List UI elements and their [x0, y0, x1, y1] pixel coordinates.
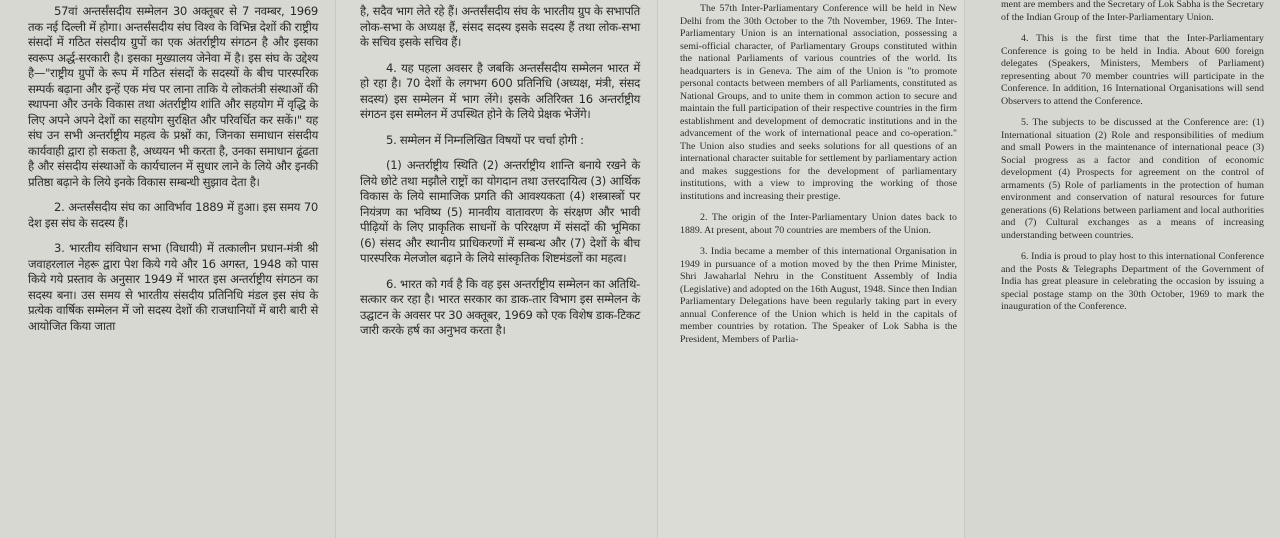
hindi-column-1: [0, 0, 336, 538]
hindi-paragraph-6: 6. भारत को गर्व है कि वह इस अन्तर्राष्ट्रीय सम्मेलन का अतिथि-सत्कार कर रहा है। भारत सरकार का डाक-तार विभाग इस सम्मेलन के उद्घाटन के अवसर पर 30 अक्तूबर, 1969 को एक विशेष डाक-टिकट जारी करके हर्ष का अनुभव करता है।: [360, 276, 640, 337]
hindi-column-2: [336, 0, 658, 538]
english-column-2: [965, 0, 1280, 538]
english-paragraph-5: 5. The subjects to be discussed at the Conference are: (1) International situation (2) Role and responsibilities of medium and small Powers in the maintenance of international peace (3) Social progress as a factor and condition of economic development (4) Prospects for agreement on the control of armaments (5) Role of parliaments in the protection of human environment and conservation of natural resources for future generations (6) Relations between parliament and local authorities and (7) Cultural exchanges as a means of increasing understanding between countries.: [1001, 117, 1264, 241]
english-column-1: [658, 0, 965, 538]
english-paragraph-3: 3. India became a member of this international Organisation in 1949 in pursuance of a motion moved by the then Prime Minister, Shri Jawaharlal Nehru in the Constituent Assembly of India (Legislative) and adopted on the 16th August, 1948. Since then Indian Parliamentary Delegations have been regularly taking part in every annual Conference of the Union which is held in the capitals of member countries by rotation. The Speaker of Lok Sabha is the President, Members of Parlia-: [680, 246, 957, 345]
hindi-paragraph-2: 2. अन्तर्संसदीय संघ का आविर्भाव 1889 में हुआ। इस समय 70 देश इस संघ के सदस्य हैं।: [28, 200, 318, 230]
hindi-paragraph-1: 57वां अन्तर्संसदीय सम्मेलन 30 अक्तूबर से 7 नवम्बर, 1969 तक नई दिल्ली में होगा। अन्तर्संसदीय संघ विश्व के विभिन्न देशों की राष्ट्रीय संसदों में गठित संसदीय ग्रुपों का एक अंतर्राष्ट्रीय संगठन है और इसका स्वरूप अर्द्ध-सरकारी है। इसका मुख्यालय जेनेवा में है। इस संघ के उद्देश्य है—"राष्ट्रीय ग्रुपों के रूप में गठित संसदों के सदस्यों के बीच पारस्परिक सम्पर्क बढ़ाना और इन्हें एक मंच पर लाना ताकि ये लोकतंत्री संस्थाओं की स्थापना और उनके विकास तथा अंतर्राष्ट्रीय शांति और सहयोग में वृद्धि के लिए अपने अपने देशों का सहयोग सुरक्षित और परिवर्धित कर सकें।" यह संघ उन सभी अन्तर्राष्ट्रीय महत्व के प्रश्नों का, जिनका समाधान संसदीय कार्यवाही द्वारा हो सकता है, अध्ययन भी करता है, उनका समाधान ढूंढता है और संसदीय संस्थाओं के कार्यचालन में सुधार लाने के लिये और इनकी प्रतिष्ठा बढ़ाने के लिये इनके विकास सम्बन्धी सुझाव देता है।: [28, 4, 318, 189]
hindi-paragraph-3-continued: है, सदैव भाग लेते रहे हैं। अन्तर्संसदीय संघ के भारतीय ग्रुप के सभापति लोक-सभा के अध्यक्ष हैं, संसद सदस्य इसके सदस्य हैं तथा लोक-सभा के सचिव इसके सचिव हैं।: [360, 4, 640, 49]
hindi-paragraph-5: 5. सम्मेलन में निम्नलिखित विषयों पर चर्चा होगी :: [386, 132, 584, 147]
hindi-paragraph-3: 3. भारतीय संविधान सभा (विधायी) में तत्कालीन प्रधान-मंत्री श्री जवाहरलाल नेहरू द्वारा पेश किये गये और 16 अगस्त, 1948 को पास किये गये प्रस्ताव के अनुसार 1949 में भारत इस अन्तर्राष्ट्रीय संगठन का सदस्य बना। उस समय से भारतीय संसदीय प्रतिनिधि मंडल इस संघ के प्रत्येक वार्षिक सम्मेलन में जो सदस्य देशों की राजधानियों में बारी बारी से आयोजित किया जाता: [28, 241, 318, 333]
hindi-paragraph-4: 4. यह पहला अवसर है जबकि अन्तर्संसदीय सम्मेलन भारत में हो रहा है। 70 देशों के लगभग 600 प्रतिनिधि (अध्यक्ष, मंत्री, संसद सदस्य) इस सम्मेलन में भाग लेंगे। इसके अतिरिक्त 16 अन्तर्राष्ट्रीय संगठन इस सम्मेलन में उपस्थित होने के लिये प्रेक्षक भेजेंगे।: [360, 60, 640, 121]
english-paragraph-2: 2. The origin of the Inter-Parliamentary Union dates back to 1889. At present, about 70 countries are members of the Union.: [680, 212, 957, 236]
english-paragraph-3-continued: ment are members and the Secretary of Lok Sabha is the Secretary of the Indian Group of the Inter-Parliamentary Union.: [1001, 0, 1264, 23]
english-paragraph-6: 6. India is proud to play host to this international Conference and the Posts & Telegraphs Department of the Government of India has great pleasure in celebrating the occasion by issuing a special postage stamp on the 30th October, 1969 to mark the inauguration of the Conference.: [1001, 251, 1264, 312]
hindi-paragraph-5-list: (1) अन्तर्राष्ट्रीय स्थिति (2) अन्तर्राष्ट्रीय शान्ति बनाये रखने के लिये छोटे तथा मझौले राष्ट्रों का योगदान तथा उत्तरदायित्व (3) आर्थिक विकास के लिये सामाजिक प्रगति की आवश्यकता (4) शस्त्रास्त्रों पर नियंत्रण का भविष्य (5) मानवीय वातावरण के संरक्षण और भावी पीढ़ियों के लिए प्राकृतिक साधनों के परिरक्षण में संसदों की भूमिका (6) संसद और स्थानीय प्राधिकरणों में सम्बन्ध और (7) देशों के बीच पारस्परिक मेलजोल बढ़ाने के लिये सांस्कृतिक शिष्टमंडलों का महत्व।: [360, 158, 640, 265]
english-paragraph-1: The 57th Inter-Parliamentary Conference will be held in New Delhi from the 30th October to the 7th November, 1969. The Inter-Parliamentary Union is an international association, possessing a semi-official character, of Parliamentary Groups constituted within the national Parliaments of various countries of the world. Its headquarters is in Geneva. The aim of the Union is "to promote personal contacts between members of all Parliaments, constituted as National Groups, and to unite them in common action to secure and maintain the full participation of their respective countries in the firm establishment and development of democratic institutions and in the advancement of the work of international peace and co-operation." The Union also studies and seeks solutions for all questions of an international character suitable for settlement by parliamentary action and makes suggestions for the development of parliamentary institutions, with a view to improving the working of those institutions and increasing their prestige.: [680, 3, 957, 202]
english-paragraph-4: 4. This is the first time that the Inter-Parliamentary Conference is going to be held in India. About 600 foreign delegates (Speakers, Ministers, Members of Parliament) representing about 70 member countries will participate in the Conference. In addition, 16 International Organisations will send Observers to attend the Conference.: [1001, 33, 1264, 107]
